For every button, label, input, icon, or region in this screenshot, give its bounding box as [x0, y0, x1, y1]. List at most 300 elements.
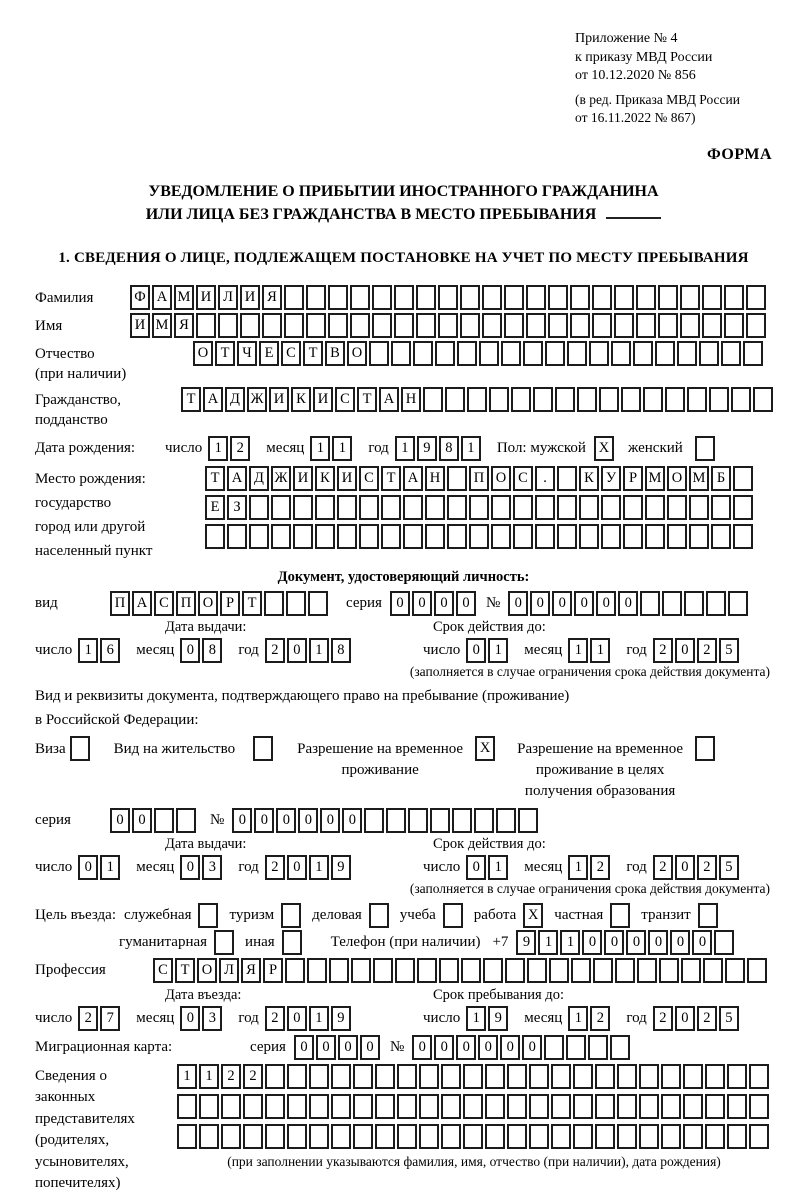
char-box[interactable] — [551, 1124, 571, 1149]
char-box[interactable] — [727, 1124, 747, 1149]
char-box[interactable]: 2 — [78, 1006, 98, 1031]
char-box[interactable] — [684, 591, 704, 616]
char-box[interactable]: 0 — [412, 1035, 432, 1060]
char-box[interactable] — [689, 495, 709, 520]
char-box[interactable]: 0 — [110, 808, 130, 833]
char-box[interactable]: О — [667, 466, 687, 491]
char-box[interactable]: А — [403, 466, 423, 491]
char-box[interactable]: 1 — [538, 930, 558, 955]
char-box[interactable] — [702, 313, 722, 338]
char-box[interactable]: 0 — [574, 591, 594, 616]
char-box[interactable] — [287, 1064, 307, 1089]
char-box[interactable]: Т — [175, 958, 195, 983]
char-box[interactable] — [721, 341, 741, 366]
char-box[interactable] — [549, 958, 569, 983]
char-box[interactable] — [375, 1094, 395, 1119]
char-box[interactable] — [725, 958, 745, 983]
char-box[interactable] — [639, 1124, 659, 1149]
char-box[interactable]: 1 — [309, 638, 329, 663]
char-box[interactable] — [661, 1124, 681, 1149]
char-box[interactable] — [331, 1064, 351, 1089]
char-box[interactable] — [557, 495, 577, 520]
char-box[interactable] — [196, 313, 216, 338]
char-box[interactable] — [680, 285, 700, 310]
char-box[interactable] — [328, 313, 348, 338]
char-box[interactable] — [727, 1064, 747, 1089]
char-box[interactable]: 0 — [390, 591, 410, 616]
char-box[interactable] — [665, 387, 685, 412]
char-box[interactable]: 0 — [618, 591, 638, 616]
char-box[interactable] — [621, 387, 641, 412]
char-box[interactable] — [489, 387, 509, 412]
char-box[interactable] — [557, 524, 577, 549]
char-box[interactable] — [614, 313, 634, 338]
char-box[interactable] — [743, 341, 763, 366]
char-box[interactable]: А — [132, 591, 152, 616]
char-box[interactable] — [548, 313, 568, 338]
char-box[interactable]: 1 — [568, 638, 588, 663]
char-box[interactable] — [623, 495, 643, 520]
char-box[interactable]: П — [469, 466, 489, 491]
char-box[interactable] — [599, 387, 619, 412]
char-box[interactable]: 0 — [648, 930, 668, 955]
char-box[interactable]: Б — [711, 466, 731, 491]
char-box[interactable] — [419, 1064, 439, 1089]
char-box[interactable]: 0 — [287, 855, 307, 880]
char-box[interactable] — [573, 1064, 593, 1089]
purpose-option-checkbox[interactable] — [198, 903, 218, 928]
char-box[interactable] — [496, 808, 516, 833]
char-box[interactable] — [394, 285, 414, 310]
char-box[interactable] — [482, 285, 502, 310]
char-box[interactable]: 2 — [243, 1064, 263, 1089]
char-box[interactable] — [482, 313, 502, 338]
char-box[interactable]: Ч — [237, 341, 257, 366]
char-box[interactable]: О — [193, 341, 213, 366]
char-box[interactable]: 1 — [568, 855, 588, 880]
char-box[interactable] — [423, 387, 443, 412]
char-box[interactable]: 1 — [488, 638, 508, 663]
char-box[interactable]: 2 — [590, 1006, 610, 1031]
char-box[interactable]: Н — [425, 466, 445, 491]
char-box[interactable] — [733, 495, 753, 520]
char-box[interactable] — [199, 1124, 219, 1149]
char-box[interactable] — [588, 1035, 608, 1060]
char-box[interactable] — [445, 387, 465, 412]
char-box[interactable] — [337, 495, 357, 520]
char-box[interactable]: 0 — [434, 1035, 454, 1060]
char-box[interactable] — [249, 495, 269, 520]
char-box[interactable]: 0 — [604, 930, 624, 955]
char-box[interactable]: Т — [381, 466, 401, 491]
char-box[interactable]: 5 — [719, 1006, 739, 1031]
char-box[interactable] — [535, 495, 555, 520]
char-box[interactable] — [381, 524, 401, 549]
char-box[interactable] — [419, 1124, 439, 1149]
char-box[interactable] — [658, 313, 678, 338]
char-box[interactable] — [271, 524, 291, 549]
char-box[interactable]: О — [491, 466, 511, 491]
char-box[interactable] — [505, 958, 525, 983]
char-box[interactable] — [711, 495, 731, 520]
char-box[interactable]: 0 — [466, 855, 486, 880]
char-box[interactable] — [639, 1064, 659, 1089]
char-box[interactable]: 0 — [456, 591, 476, 616]
char-box[interactable] — [689, 524, 709, 549]
char-box[interactable] — [544, 1035, 564, 1060]
char-box[interactable] — [286, 591, 306, 616]
char-box[interactable]: 1 — [568, 1006, 588, 1031]
char-box[interactable] — [526, 313, 546, 338]
char-box[interactable] — [680, 313, 700, 338]
char-box[interactable]: 0 — [298, 808, 318, 833]
char-box[interactable] — [706, 591, 726, 616]
char-box[interactable] — [176, 808, 196, 833]
char-box[interactable] — [617, 1064, 637, 1089]
char-box[interactable] — [617, 1124, 637, 1149]
char-box[interactable]: Н — [401, 387, 421, 412]
char-box[interactable] — [633, 341, 653, 366]
char-box[interactable] — [699, 341, 719, 366]
char-box[interactable]: 2 — [653, 855, 673, 880]
char-box[interactable] — [469, 495, 489, 520]
char-box[interactable] — [714, 930, 734, 955]
sex-male-checkbox[interactable]: X — [594, 436, 614, 461]
char-box[interactable] — [372, 285, 392, 310]
char-box[interactable] — [491, 524, 511, 549]
purpose-option-checkbox[interactable] — [282, 930, 302, 955]
char-box[interactable]: Ж — [247, 387, 267, 412]
char-box[interactable] — [227, 524, 247, 549]
char-box[interactable] — [264, 591, 284, 616]
char-box[interactable] — [683, 1064, 703, 1089]
char-box[interactable]: П — [110, 591, 130, 616]
char-box[interactable] — [403, 495, 423, 520]
char-box[interactable] — [307, 958, 327, 983]
char-box[interactable]: 0 — [675, 638, 695, 663]
char-box[interactable]: 0 — [287, 638, 307, 663]
char-box[interactable] — [611, 341, 631, 366]
char-box[interactable]: 0 — [287, 1006, 307, 1031]
char-box[interactable] — [408, 808, 428, 833]
char-box[interactable] — [287, 1124, 307, 1149]
char-box[interactable] — [417, 958, 437, 983]
char-box[interactable] — [593, 958, 613, 983]
char-box[interactable] — [479, 341, 499, 366]
char-box[interactable] — [681, 958, 701, 983]
char-box[interactable] — [491, 495, 511, 520]
char-box[interactable] — [413, 341, 433, 366]
char-box[interactable] — [570, 285, 590, 310]
char-box[interactable] — [460, 313, 480, 338]
char-box[interactable] — [469, 524, 489, 549]
char-box[interactable]: 2 — [265, 855, 285, 880]
char-box[interactable]: 0 — [254, 808, 274, 833]
char-box[interactable] — [573, 1124, 593, 1149]
char-box[interactable] — [375, 1064, 395, 1089]
char-box[interactable]: О — [198, 591, 218, 616]
char-box[interactable]: 9 — [516, 930, 536, 955]
char-box[interactable] — [329, 958, 349, 983]
char-box[interactable]: 1 — [560, 930, 580, 955]
char-box[interactable] — [154, 808, 174, 833]
char-box[interactable]: 1 — [310, 436, 330, 461]
char-box[interactable] — [372, 313, 392, 338]
char-box[interactable] — [221, 1094, 241, 1119]
char-box[interactable]: 2 — [265, 1006, 285, 1031]
char-box[interactable]: 0 — [342, 808, 362, 833]
char-box[interactable] — [705, 1094, 725, 1119]
char-box[interactable] — [731, 387, 751, 412]
char-box[interactable] — [529, 1064, 549, 1089]
char-box[interactable] — [331, 1124, 351, 1149]
char-box[interactable] — [447, 466, 467, 491]
char-box[interactable]: 0 — [320, 808, 340, 833]
char-box[interactable] — [662, 591, 682, 616]
char-box[interactable] — [205, 524, 225, 549]
char-box[interactable] — [243, 1124, 263, 1149]
char-box[interactable]: 1 — [332, 436, 352, 461]
char-box[interactable]: 1 — [395, 436, 415, 461]
char-box[interactable] — [315, 524, 335, 549]
char-box[interactable]: Р — [263, 958, 283, 983]
char-box[interactable] — [705, 1124, 725, 1149]
char-box[interactable] — [645, 495, 665, 520]
char-box[interactable]: Е — [259, 341, 279, 366]
char-box[interactable] — [557, 466, 577, 491]
temporary-residence-checkbox[interactable]: X — [475, 736, 495, 761]
char-box[interactable]: 0 — [522, 1035, 542, 1060]
char-box[interactable]: Д — [249, 466, 269, 491]
char-box[interactable] — [474, 808, 494, 833]
char-box[interactable] — [425, 495, 445, 520]
char-box[interactable] — [687, 387, 707, 412]
char-box[interactable]: С — [153, 958, 173, 983]
char-box[interactable]: У — [601, 466, 621, 491]
char-box[interactable]: И — [196, 285, 216, 310]
char-box[interactable]: 0 — [78, 855, 98, 880]
char-box[interactable] — [601, 495, 621, 520]
char-box[interactable] — [529, 1094, 549, 1119]
char-box[interactable] — [438, 313, 458, 338]
char-box[interactable]: Т — [215, 341, 235, 366]
char-box[interactable] — [683, 1124, 703, 1149]
char-box[interactable]: 0 — [466, 638, 486, 663]
char-box[interactable] — [309, 1094, 329, 1119]
char-box[interactable]: 2 — [590, 855, 610, 880]
char-box[interactable]: 0 — [338, 1035, 358, 1060]
char-box[interactable]: 0 — [478, 1035, 498, 1060]
char-box[interactable]: 9 — [331, 1006, 351, 1031]
char-box[interactable] — [425, 524, 445, 549]
char-box[interactable]: 0 — [232, 808, 252, 833]
char-box[interactable]: М — [174, 285, 194, 310]
char-box[interactable] — [567, 341, 587, 366]
char-box[interactable]: 0 — [675, 855, 695, 880]
char-box[interactable] — [555, 387, 575, 412]
char-box[interactable]: М — [645, 466, 665, 491]
purpose-option-checkbox[interactable] — [369, 903, 389, 928]
char-box[interactable] — [463, 1094, 483, 1119]
char-box[interactable] — [592, 313, 612, 338]
char-box[interactable]: 5 — [719, 855, 739, 880]
char-box[interactable] — [463, 1064, 483, 1089]
char-box[interactable]: 0 — [456, 1035, 476, 1060]
char-box[interactable] — [724, 285, 744, 310]
char-box[interactable]: 0 — [692, 930, 712, 955]
char-box[interactable] — [353, 1064, 373, 1089]
char-box[interactable] — [395, 958, 415, 983]
char-box[interactable] — [566, 1035, 586, 1060]
char-box[interactable]: 1 — [461, 436, 481, 461]
char-box[interactable] — [579, 524, 599, 549]
char-box[interactable] — [579, 495, 599, 520]
char-box[interactable]: Т — [303, 341, 323, 366]
char-box[interactable]: О — [347, 341, 367, 366]
char-box[interactable] — [457, 341, 477, 366]
char-box[interactable] — [265, 1124, 285, 1149]
char-box[interactable]: 2 — [697, 1006, 717, 1031]
char-box[interactable]: 2 — [653, 1006, 673, 1031]
char-box[interactable]: 0 — [582, 930, 602, 955]
char-box[interactable] — [369, 341, 389, 366]
char-box[interactable] — [438, 285, 458, 310]
char-box[interactable]: К — [579, 466, 599, 491]
char-box[interactable]: 0 — [434, 591, 454, 616]
char-box[interactable] — [397, 1124, 417, 1149]
char-box[interactable] — [397, 1094, 417, 1119]
char-box[interactable] — [571, 958, 591, 983]
char-box[interactable] — [636, 285, 656, 310]
char-box[interactable] — [640, 591, 660, 616]
char-box[interactable] — [441, 1064, 461, 1089]
char-box[interactable]: 2 — [697, 638, 717, 663]
char-box[interactable] — [709, 387, 729, 412]
char-box[interactable] — [749, 1064, 769, 1089]
char-box[interactable] — [308, 591, 328, 616]
char-box[interactable] — [416, 285, 436, 310]
char-box[interactable]: 0 — [132, 808, 152, 833]
char-box[interactable] — [548, 285, 568, 310]
char-box[interactable]: 1 — [309, 855, 329, 880]
char-box[interactable]: 6 — [100, 638, 120, 663]
char-box[interactable] — [287, 1094, 307, 1119]
char-box[interactable]: 0 — [626, 930, 646, 955]
char-box[interactable]: 2 — [221, 1064, 241, 1089]
char-box[interactable]: С — [513, 466, 533, 491]
char-box[interactable]: 1 — [177, 1064, 197, 1089]
purpose-option-checkbox[interactable] — [214, 930, 234, 955]
char-box[interactable]: И — [337, 466, 357, 491]
char-box[interactable] — [328, 285, 348, 310]
char-box[interactable]: Л — [219, 958, 239, 983]
char-box[interactable]: Т — [242, 591, 262, 616]
char-box[interactable]: 3 — [202, 855, 222, 880]
char-box[interactable] — [439, 958, 459, 983]
char-box[interactable] — [315, 495, 335, 520]
char-box[interactable]: Я — [262, 285, 282, 310]
char-box[interactable] — [381, 495, 401, 520]
char-box[interactable] — [284, 313, 304, 338]
char-box[interactable]: 5 — [719, 638, 739, 663]
char-box[interactable] — [386, 808, 406, 833]
char-box[interactable] — [683, 1094, 703, 1119]
char-box[interactable]: 9 — [417, 436, 437, 461]
char-box[interactable]: 0 — [508, 591, 528, 616]
char-box[interactable] — [331, 1094, 351, 1119]
char-box[interactable]: . — [535, 466, 555, 491]
char-box[interactable] — [461, 958, 481, 983]
char-box[interactable] — [667, 524, 687, 549]
char-box[interactable]: Д — [225, 387, 245, 412]
char-box[interactable]: 0 — [596, 591, 616, 616]
char-box[interactable]: 1 — [488, 855, 508, 880]
char-box[interactable] — [485, 1064, 505, 1089]
char-box[interactable] — [271, 495, 291, 520]
char-box[interactable] — [284, 285, 304, 310]
char-box[interactable] — [447, 495, 467, 520]
char-box[interactable] — [724, 313, 744, 338]
char-box[interactable] — [589, 341, 609, 366]
char-box[interactable] — [351, 958, 371, 983]
char-box[interactable]: К — [315, 466, 335, 491]
char-box[interactable] — [240, 313, 260, 338]
char-box[interactable] — [551, 1064, 571, 1089]
char-box[interactable] — [394, 313, 414, 338]
sex-female-checkbox[interactable] — [695, 436, 715, 461]
char-box[interactable] — [573, 1094, 593, 1119]
char-box[interactable]: 0 — [675, 1006, 695, 1031]
char-box[interactable]: 7 — [100, 1006, 120, 1031]
char-box[interactable]: Р — [220, 591, 240, 616]
char-box[interactable] — [601, 524, 621, 549]
char-box[interactable] — [507, 1124, 527, 1149]
char-box[interactable] — [293, 495, 313, 520]
char-box[interactable] — [733, 466, 753, 491]
char-box[interactable] — [747, 958, 767, 983]
char-box[interactable] — [535, 524, 555, 549]
char-box[interactable] — [265, 1064, 285, 1089]
char-box[interactable] — [702, 285, 722, 310]
char-box[interactable]: С — [359, 466, 379, 491]
char-box[interactable] — [218, 313, 238, 338]
char-box[interactable] — [513, 524, 533, 549]
char-box[interactable] — [727, 1094, 747, 1119]
char-box[interactable]: А — [379, 387, 399, 412]
char-box[interactable] — [615, 958, 635, 983]
char-box[interactable]: 0 — [276, 808, 296, 833]
char-box[interactable] — [733, 524, 753, 549]
char-box[interactable] — [511, 387, 531, 412]
char-box[interactable] — [243, 1094, 263, 1119]
char-box[interactable] — [577, 387, 597, 412]
char-box[interactable]: А — [227, 466, 247, 491]
char-box[interactable]: В — [325, 341, 345, 366]
char-box[interactable] — [661, 1094, 681, 1119]
char-box[interactable] — [667, 495, 687, 520]
char-box[interactable]: С — [154, 591, 174, 616]
char-box[interactable]: Т — [205, 466, 225, 491]
char-box[interactable]: П — [176, 591, 196, 616]
char-box[interactable] — [350, 285, 370, 310]
char-box[interactable]: И — [130, 313, 150, 338]
char-box[interactable] — [614, 285, 634, 310]
char-box[interactable] — [746, 285, 766, 310]
char-box[interactable]: 0 — [500, 1035, 520, 1060]
char-box[interactable] — [658, 285, 678, 310]
char-box[interactable] — [430, 808, 450, 833]
char-box[interactable]: М — [689, 466, 709, 491]
